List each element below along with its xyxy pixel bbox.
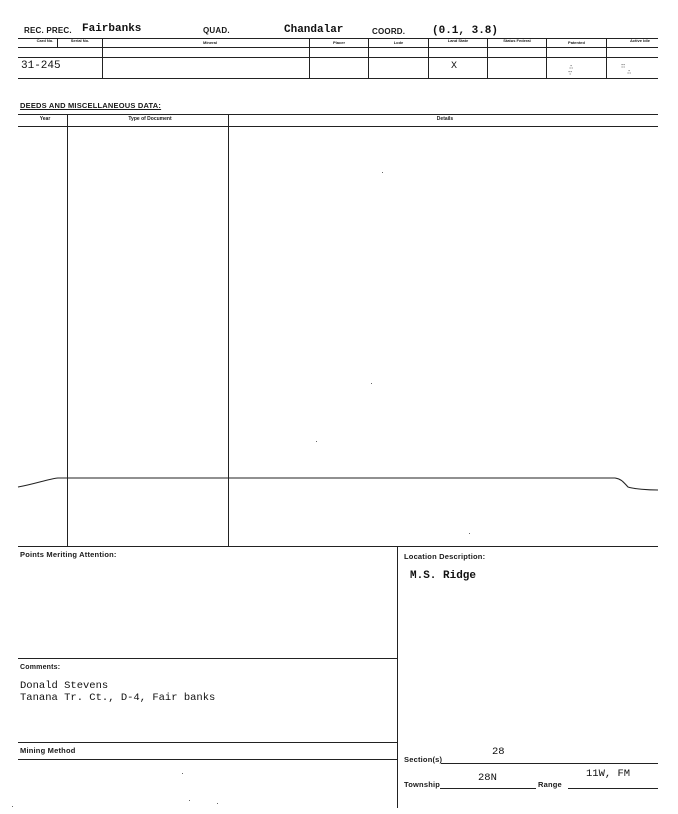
lower-top-rule — [18, 546, 658, 547]
mining-method-top-rule — [18, 742, 397, 743]
points-meriting-label: Points Meriting Attention: — [20, 550, 117, 559]
col-type-of-document: Type of Document — [128, 116, 172, 122]
active-stamp-mark: ∷ — [621, 63, 626, 71]
rec-prec-label: REC. PREC. — [24, 26, 72, 35]
col-patented: Patented — [568, 40, 585, 45]
deeds-top-rule — [18, 114, 658, 115]
section-value: 28 — [492, 746, 505, 758]
range-underline — [568, 788, 658, 789]
comments-top-rule — [18, 658, 397, 659]
col-placer: Placer — [332, 40, 345, 45]
lower-center-divider — [397, 546, 398, 808]
col-details: Details — [436, 116, 454, 122]
coord-label: COORD. — [372, 27, 406, 36]
deeds-title: DEEDS AND MISCELLANEOUS DATA: — [20, 101, 162, 110]
land-state-value: X — [451, 61, 458, 72]
range-label: Range — [538, 780, 562, 789]
col-land-state: Land State — [447, 38, 469, 43]
col-year: Year — [39, 116, 51, 122]
col-status-federal: Status Federal — [503, 38, 531, 43]
quad-label: QUAD. — [203, 26, 230, 35]
mining-method-label: Mining Method — [20, 746, 76, 755]
record-table-bottom-rule — [18, 78, 658, 79]
section-label: Section(s) — [404, 755, 443, 764]
section-underline — [441, 763, 658, 764]
quad-value: Chandalar — [284, 24, 344, 36]
comments-line-2: Tanana Tr. Ct., D-4, Fair banks — [20, 692, 216, 704]
header-rule — [18, 38, 658, 39]
cut-edge-line — [0, 470, 678, 500]
record-table-mid-rule — [18, 57, 658, 58]
location-description-value: M.S. Ridge — [410, 570, 477, 582]
rec-prec-value: Fairbanks — [82, 23, 142, 35]
col-lode: Lode — [393, 40, 404, 45]
township-underline — [440, 788, 536, 789]
patented-stamp-mark: ∴ — [569, 64, 574, 72]
mining-method-bottom-rule — [18, 759, 397, 760]
record-table-header-rule — [18, 47, 658, 48]
location-description-label: Location Description: — [404, 552, 486, 561]
comments-line-1: Donald Stevens — [20, 680, 109, 692]
township-value: 28N — [478, 772, 497, 784]
township-label: Township — [404, 780, 441, 789]
col-serial-no: Serial No. — [70, 38, 90, 43]
coord-value: (0.1, 3.8) — [432, 25, 499, 37]
col-mineral: Mineral — [202, 40, 217, 45]
col-card-no: Card No. — [36, 38, 54, 43]
comments-label: Comments: — [20, 664, 61, 671]
card-no-value: 31-245 — [21, 60, 61, 72]
col-active-idle: Active Idle — [629, 38, 650, 43]
deeds-header-rule — [18, 126, 658, 127]
range-value: 11W, FM — [586, 768, 631, 780]
